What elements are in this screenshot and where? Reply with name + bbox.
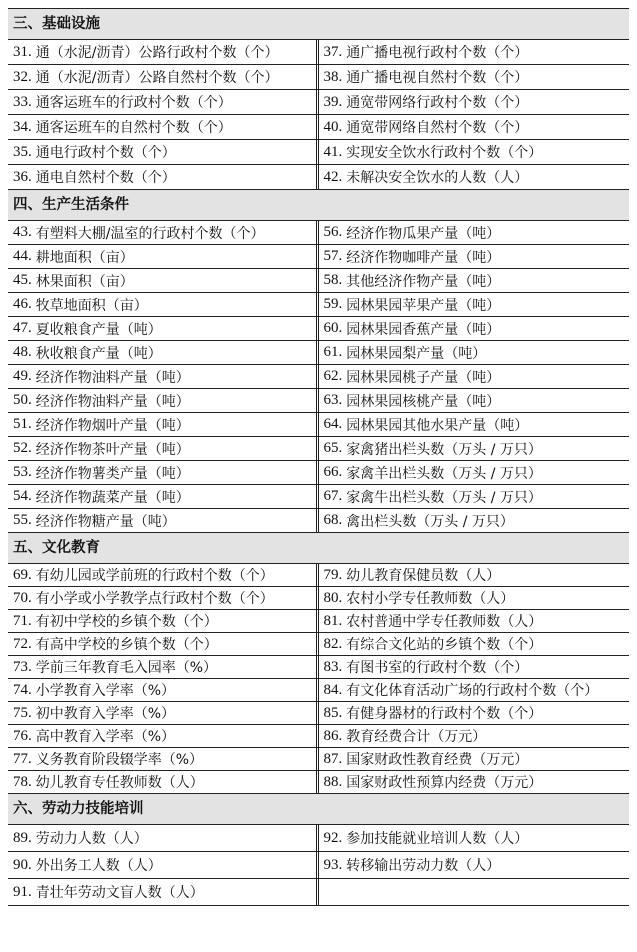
section-header: 五、文化教育 [8,533,629,564]
form-item-cell [8,90,319,114]
item-number: 93. [323,856,343,873]
form-item-cell [8,879,319,905]
section-header: 三、基础设施 [8,9,629,40]
item-label: 有初中学校的乡镇个数（个） [35,614,218,630]
item-number: 71. [13,612,32,629]
table-row [8,115,629,140]
item-label: 家禽羊出栏头数（万头 / 万只） [346,465,542,482]
form-item-cell [319,221,630,244]
form-item-cell [8,269,319,292]
table-row [8,587,629,610]
item-label: 禽出栏头数（万头 / 万只） [346,513,514,530]
item-label: 园林果园香蕉产量（吨） [346,321,501,338]
form-item-cell [319,852,630,878]
item-label: 经济作物糖产量（吨） [35,513,176,530]
item-label: 经济作物蔬菜产量（吨） [35,489,190,506]
table-row [8,461,629,485]
item-number: 70. [13,589,32,606]
item-number: 73. [13,658,32,675]
item-number: 82. [323,635,343,652]
form-item-cell [8,656,319,678]
item-label: 通电行政村个数（个） [35,145,176,161]
item-number: 51. [13,416,32,432]
form-item-cell [319,40,630,64]
form-item-cell [8,40,319,64]
item-label: 经济作物咖啡产量（吨） [346,249,501,266]
section-header: 六、劳动力技能培训 [8,794,629,825]
form-item-cell [319,748,630,770]
table-row [8,140,629,165]
item-label: 园林果园梨产量（吨） [346,345,487,362]
form-item-cell [8,702,319,724]
item-label: 高中教育入学率（%） [35,729,176,745]
table-row [8,485,629,509]
item-label: 教育经费合计（万元） [346,729,487,745]
item-number: 41. [323,143,343,160]
item-number: 76. [13,727,32,744]
table-row [8,437,629,461]
form-item-cell [319,771,630,793]
form-item-cell [319,633,630,655]
form-item-cell [8,140,319,164]
item-number: 83. [323,658,343,675]
form-item-cell [319,365,630,388]
item-number: 86. [323,727,343,744]
item-label: 园林果园核桃产量（吨） [346,393,501,410]
table-row [8,40,629,65]
item-label: 园林果园苹果产量（吨） [346,297,501,314]
item-label: 通客运班车的自然村个数（个） [35,120,232,136]
item-label: 经济作物烟叶产量（吨） [35,417,190,434]
item-label: 经济作物油料产量（吨） [35,369,190,386]
item-number: 47. [13,320,32,336]
table-row [8,413,629,437]
item-number: 50. [13,392,32,408]
form-item-cell [319,564,630,586]
item-label: 参加技能就业培训人数（人） [346,831,529,847]
form-item-cell [319,245,630,268]
form-item-cell [8,365,319,388]
form-item-cell [8,852,319,878]
item-label: 有小学或小学教学点行政村个数（个） [35,591,274,607]
form-item-cell [8,633,319,655]
item-label: 经济作物薯类产量（吨） [35,465,190,482]
item-number: 33. [13,93,32,110]
item-label: 学前三年教育毛入园率（%） [35,660,218,676]
table-row [8,702,629,725]
form-item-cell [8,317,319,340]
form-item-cell [319,610,630,632]
item-number: 90. [13,856,32,873]
item-label: 通广播电视自然村个数（个） [346,70,529,86]
form-item-cell [319,115,630,139]
form-item-cell [8,485,319,508]
form-item-cell [8,437,319,460]
item-label: 其他经济作物产量（吨） [346,273,501,290]
item-number: 79. [323,566,343,583]
item-number: 38. [323,68,343,85]
form-item-cell [8,341,319,364]
form-item-cell [8,509,319,532]
item-label: 通（水泥/沥青）公路自然村个数（个） [35,70,279,86]
item-label: 劳动力人数（人） [35,831,148,847]
table-row [8,879,629,906]
item-label: 家禽猪出栏头数（万头 / 万只） [346,441,542,458]
item-number: 60. [323,320,343,336]
item-number: 92. [323,829,343,846]
table-row [8,341,629,365]
item-label: 牧草地面积（亩） [35,297,148,314]
item-number: 46. [13,296,32,312]
item-number: 53. [13,464,32,480]
item-label: 有综合文化站的乡镇个数（个） [346,637,543,653]
statistics-form-table [8,8,629,906]
item-number: 88. [323,773,343,790]
item-label: 未解决安全饮水的人数（人） [346,170,529,186]
table-row [8,633,629,656]
item-label: 有高中学校的乡镇个数（个） [35,637,218,653]
item-label: 夏收粮食产量（吨） [35,321,162,338]
item-number: 42. [323,168,343,185]
form-item-cell [319,587,630,609]
form-item-cell [319,509,630,532]
table-row [8,825,629,852]
item-number: 32. [13,68,32,85]
item-number: 31. [13,43,32,60]
table-row [8,65,629,90]
table-row [8,269,629,293]
item-number: 49. [13,368,32,384]
item-label: 有幼儿园或学前班的行政村个数（个） [35,568,274,584]
item-label: 有图书室的行政村个数（个） [346,660,529,676]
item-label: 耕地面积（亩） [35,249,134,266]
form-item-cell [319,485,630,508]
item-label: 有健身器材的行政村个数（个） [346,706,543,722]
table-row [8,221,629,245]
item-number: 40. [323,118,343,135]
item-label: 农村普通中学专任教师数（人） [346,614,543,630]
section-header: 四、生产生活条件 [8,190,629,221]
table-row [8,852,629,879]
form-item-cell [8,115,319,139]
item-number: 67. [323,488,343,504]
table-row [8,725,629,748]
item-number: 72. [13,635,32,652]
item-number: 63. [323,392,343,408]
item-label: 有塑料大棚/温室的行政村个数（个） [35,225,265,242]
item-number: 37. [323,43,343,60]
item-label: 实现安全饮水行政村个数（个） [346,145,543,161]
item-number: 56. [323,224,343,240]
item-number: 84. [323,681,343,698]
form-item-cell [8,587,319,609]
form-item-cell [319,165,630,189]
item-label: 幼儿教育保健员数（人） [346,568,501,584]
form-item-cell [319,679,630,701]
table-row [8,365,629,389]
item-label: 秋收粮食产量（吨） [35,345,162,362]
form-item-cell [8,771,319,793]
form-item-cell [319,825,630,851]
item-number: 62. [323,368,343,384]
table-row [8,679,629,702]
form-item-cell [319,702,630,724]
item-number: 78. [13,773,32,790]
form-item-cell [319,90,630,114]
item-number: 89. [13,829,32,846]
item-label: 通客运班车的行政村个数（个） [35,95,232,111]
form-item-cell [319,413,630,436]
item-label: 通（水泥/沥青）公路行政村个数（个） [35,45,279,61]
form-item-cell [8,564,319,586]
table-row [8,748,629,771]
item-number: 45. [13,272,32,288]
form-item-cell [319,140,630,164]
item-label: 幼儿教育专任教师数（人） [35,775,204,791]
item-label: 园林果园桃子产量（吨） [346,369,501,386]
form-item-cell [319,293,630,316]
item-label: 转移输出劳动力数（人） [346,858,501,874]
table-row [8,389,629,413]
form-item-cell [319,341,630,364]
item-label: 农村小学专任教师数（人） [346,591,515,607]
table-row [8,90,629,115]
item-number: 75. [13,704,32,721]
item-label: 国家财政性预算内经费（万元） [346,775,543,791]
form-item-cell [8,610,319,632]
item-label: 通宽带网络自然村个数（个） [346,120,529,136]
item-label: 通电自然村个数（个） [35,170,176,186]
item-number: 61. [323,344,343,360]
item-number: 68. [323,512,343,528]
form-item-cell [8,413,319,436]
form-item-cell [8,245,319,268]
table-row [8,564,629,587]
item-number: 74. [13,681,32,698]
item-label: 经济作物瓜果产量（吨） [346,225,501,242]
item-label: 国家财政性教育经费（万元） [346,752,529,768]
table-row [8,771,629,794]
form-item-cell [319,437,630,460]
item-number: 77. [13,750,32,767]
item-number: 57. [323,248,343,264]
form-item-cell [8,679,319,701]
item-number: 80. [323,589,343,606]
item-number: 52. [13,440,32,456]
item-label: 通宽带网络行政村个数（个） [346,95,529,111]
form-item-cell [8,748,319,770]
form-item-cell [319,65,630,89]
item-number: 65. [323,440,343,456]
item-number: 85. [323,704,343,721]
item-number: 69. [13,566,32,583]
item-label: 家禽牛出栏头数（万头 / 万只） [346,489,542,506]
item-number: 54. [13,488,32,504]
form-item-cell [8,389,319,412]
table-row [8,293,629,317]
item-label: 青壮年劳动文盲人数（人） [35,885,204,901]
item-label: 园林果园其他水果产量（吨） [346,417,529,434]
item-number: 44. [13,248,32,264]
item-number: 64. [323,416,343,432]
item-number: 39. [323,93,343,110]
form-item-cell [8,293,319,316]
item-number: 55. [13,512,32,528]
item-number: 59. [323,296,343,312]
item-label: 林果面积（亩） [35,273,134,290]
table-row [8,610,629,633]
item-number: 66. [323,464,343,480]
table-row [8,245,629,269]
item-number: 35. [13,143,32,160]
form-item-cell [8,221,319,244]
item-label: 通广播电视行政村个数（个） [346,45,529,61]
item-label: 经济作物油料产量（吨） [35,393,190,410]
item-number: 48. [13,344,32,360]
form-item-cell [8,725,319,747]
item-label: 义务教育阶段辍学率（%） [35,752,204,768]
form-item-cell [319,656,630,678]
item-number: 36. [13,168,32,185]
form-item-cell [8,825,319,851]
form-item-cell [8,65,319,89]
table-row [8,509,629,533]
form-item-cell [319,879,630,905]
form-item-cell [8,461,319,484]
form-item-cell [319,725,630,747]
item-number: 91. [13,883,32,900]
item-label: 小学教育入学率（%） [35,683,176,699]
item-label: 经济作物茶叶产量（吨） [35,441,190,458]
form-item-cell [319,269,630,292]
form-item-cell [319,317,630,340]
item-label: 初中教育入学率（%） [35,706,176,722]
form-item-cell [319,461,630,484]
item-number: 81. [323,612,343,629]
table-row [8,165,629,190]
item-number: 34. [13,118,32,135]
form-item-cell [319,389,630,412]
item-number: 43. [13,224,32,240]
form-item-cell [8,165,319,189]
item-label: 外出务工人数（人） [35,858,162,874]
table-row [8,656,629,679]
item-label: 有文化体育活动广场的行政村个数（个） [346,683,599,699]
item-number: 87. [323,750,343,767]
table-row [8,317,629,341]
item-number: 58. [323,272,343,288]
